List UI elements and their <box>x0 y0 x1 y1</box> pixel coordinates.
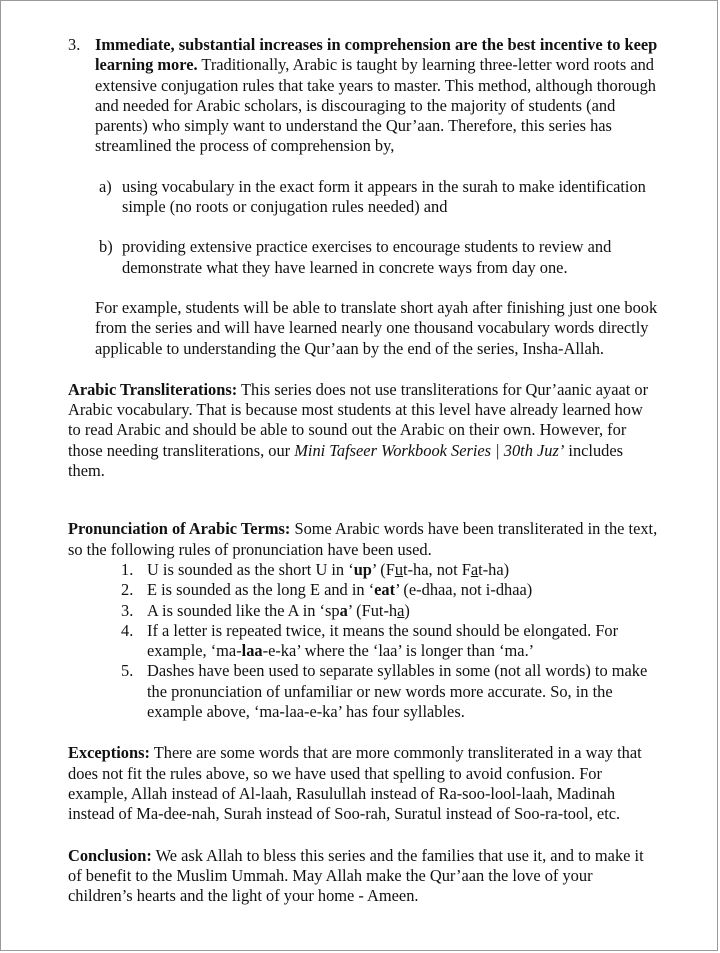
rule-key-sound: a <box>339 600 348 620</box>
pronunciation-section <box>68 519 658 560</box>
rule-text: ’ (e-dhaa, not i-dhaa) <box>395 580 533 600</box>
rule-underlined-letter: u <box>394 559 404 579</box>
rule-item-1 <box>68 560 658 580</box>
exceptions-section <box>68 743 658 824</box>
rule-item-2 <box>68 580 658 600</box>
rule-text: Dashes have been used to separate syllables in some (not all words) to make the pronunciation of unfamiliar or new words more accurate. So, in the example above, ‘ma-laa-e-ka’ has four syllables. <box>147 661 648 722</box>
rule-key-sound: laa <box>241 641 263 661</box>
exceptions-heading: Exceptions: <box>68 743 150 763</box>
sub-item-a <box>68 177 658 218</box>
point-body: Traditionally, Arabic is taught by learning three-letter word roots and extensive conjugation rules that take years to master. This method, although thorough and needed for Arabic scholars, is discouraging to the majority of students (and parents) who simply want to understand the Qur’aan. Therefore, this series has streamlined the process of comprehension by, <box>95 55 656 156</box>
rule-underlined-letter: a <box>397 600 405 620</box>
rule-text: U is sounded as the short U in ‘ <box>147 559 354 579</box>
conclusion-heading: Conclusion: <box>68 845 152 865</box>
transliterations-heading: Arabic Transliterations: <box>68 379 238 399</box>
conclusion-section <box>68 846 658 907</box>
rule-text: ) <box>404 600 410 620</box>
conclusion-body: We ask Allah to bless this series and the families that use it, and to make it of benefit to the Muslim Ummah. May Allah make the Qur’aan the love of your children’s hearts and the light of your home - Ameen. <box>68 845 644 906</box>
sub-item-b-text: providing extensive practice exercises to encourage students to review and demonstrate what they have learned in concrete ways from day one. <box>122 237 612 277</box>
transliterations-end: includes them. <box>68 440 624 481</box>
point-paragraph <box>95 35 658 157</box>
rule-text: E is sounded as the long E and in ‘ <box>147 580 375 600</box>
rule-number: 5. <box>121 661 134 681</box>
series-title: Mini Tafseer Workbook Series | 30th Juz’ <box>294 440 565 460</box>
point-lead: Immediate, substantial increases in comprehension are the best incentive to keep learning more. <box>95 35 658 75</box>
rule-number: 4. <box>121 620 134 640</box>
example-paragraph: For example, students will be able to translate short ayah after finishing just one book from the series and will have learned nearly one thousand vocabulary words directly applicable to understanding the Qur’aan by the end of the series, Insha-Allah. <box>95 297 658 358</box>
rule-key-sound: up <box>353 559 372 579</box>
sub-item-a-text: using vocabulary in the exact form it appears in the surah to make identification simple (no roots or conjugation rules needed) and <box>122 176 646 217</box>
rule-underlined-letter: a <box>470 559 479 579</box>
sub-item-b <box>68 237 658 278</box>
rule-number: 1. <box>121 559 134 579</box>
pronunciation-body: Some Arabic words have been transliterated in the text, so the following rules of pronunciation have been used. <box>68 519 658 559</box>
exceptions-body: There are some words that are more commonly transliterated in a way that does not fit the rules above, so we have used that spelling to avoid confusion. For example, Allah instead of Al-laah, Rasulullah instead of Ra-soo-lool-laah, Madinah instead of Ma-dee-nah, Surah instead of Soo-rah, Suratul instead of Soo-ra-tool, etc. <box>68 743 642 824</box>
rule-text: ’ (F <box>371 559 395 579</box>
transliterations-body: This series does not use transliterations for Qur’aanic ayaat or Arabic vocabulary. That is because most students at this level have already learned how to read Arabic and should be able to sound out the Arabic on their own. However, for those needing transliterations, our <box>68 379 649 460</box>
rule-text: t-ha, not F <box>403 559 471 579</box>
rule-key-sound: eat <box>374 580 396 600</box>
numbered-point-3 <box>68 35 658 157</box>
rule-number: 3. <box>121 600 134 620</box>
rule-text: If a letter is repeated twice, it means the sound should be elongated. For example, ‘ma- <box>147 620 619 661</box>
pronunciation-rules-list <box>68 560 658 722</box>
rule-text: t-ha) <box>478 559 510 579</box>
point-number: 3. <box>68 35 81 54</box>
page-content <box>68 35 658 906</box>
rule-item-5 <box>68 661 658 722</box>
rule-text: A is sounded like the A in ‘sp <box>147 600 340 620</box>
rule-item-3 <box>68 601 658 621</box>
transliterations-section <box>68 380 658 481</box>
rule-text: ’ (Fut-h <box>347 600 398 620</box>
rule-number: 2. <box>121 580 134 600</box>
pronunciation-heading: Pronunciation of Arabic Terms: <box>68 519 291 539</box>
sub-item-b-letter: b) <box>99 237 113 257</box>
rule-item-4 <box>68 621 658 662</box>
sub-item-a-letter: a) <box>99 176 112 196</box>
rule-text: -e-ka’ where the ‘laa’ is longer than ‘ma.’ <box>262 641 535 661</box>
